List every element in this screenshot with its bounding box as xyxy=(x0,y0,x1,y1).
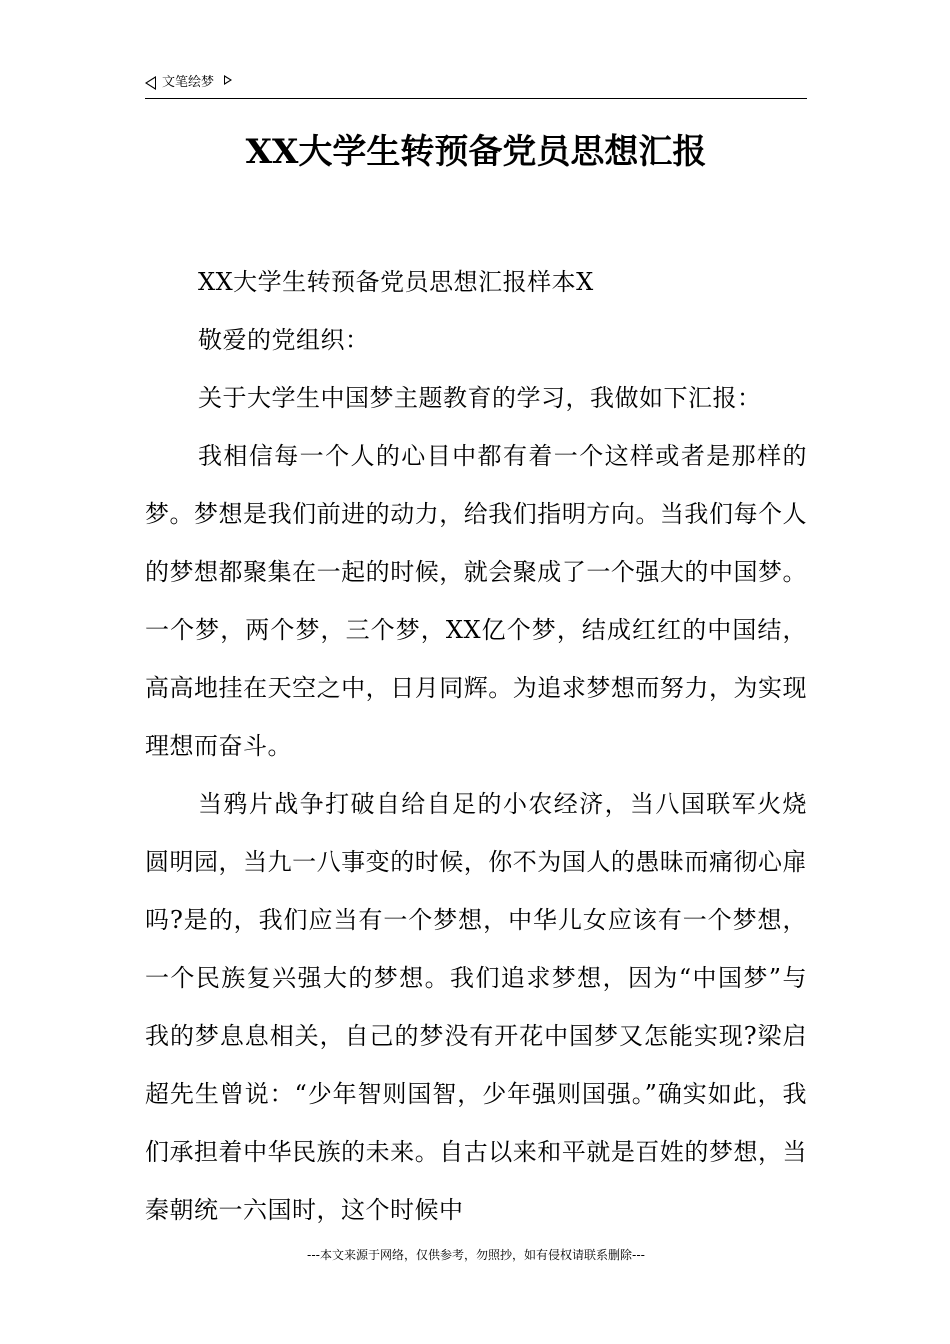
page-header xyxy=(145,74,807,99)
triangle-right-icon xyxy=(224,75,232,85)
paragraph-subtitle: XX大学生转预备党员思想汇报样本X xyxy=(198,268,594,296)
page-footer: ---本文来源于网络，仅供参考，勿照抄，如有侵权请联系删除--- xyxy=(307,1248,645,1262)
header-brand xyxy=(145,74,807,92)
triangle-left-icon xyxy=(145,76,156,90)
document-title: XX大学生转预备党员思想汇报 xyxy=(245,132,707,172)
paragraph-body: 当鸦片战争打破自给自足的小农经济，当八国联军火烧圆明园，当九一八事变的时候，你不为国人的愚昧而痛彻心扉吗?是的，我们应当有一个梦想，中华儿女应该有一个梦想，一个民族复兴强大的梦想。我们追求梦想，因为“中国梦”与我的梦息息相关，自己的梦没有开花中国梦又怎能实现?梁启超先生曾说：“少年智则国智，少年强则国强。”确实如此，我们承担着中华民族的未来。自古以来和平就是百姓的梦想，当秦朝统一六国时，这个时候中 xyxy=(145,790,807,1224)
paragraph-intro: 关于大学生中国梦主题教育的学习，我做如下汇报： xyxy=(198,384,762,412)
paragraph-body: 我相信每一个人的心目中都有着一个这样或者是那样的梦。梦想是我们前进的动力，给我们指明方向。当我们每个人的梦想都聚集在一起的时候，就会聚成了一个强大的中国梦。一个梦，两个梦，三个梦，XX亿个梦，结成红红的中国结，高高地挂在天空之中，日月同辉。为追求梦想而努力，为实现理想而奋斗。 xyxy=(145,442,807,760)
header-label: 文笔绘梦 xyxy=(162,75,215,90)
document-body xyxy=(145,253,807,1239)
paragraph-salutation: 敬爱的党组织： xyxy=(198,326,370,354)
